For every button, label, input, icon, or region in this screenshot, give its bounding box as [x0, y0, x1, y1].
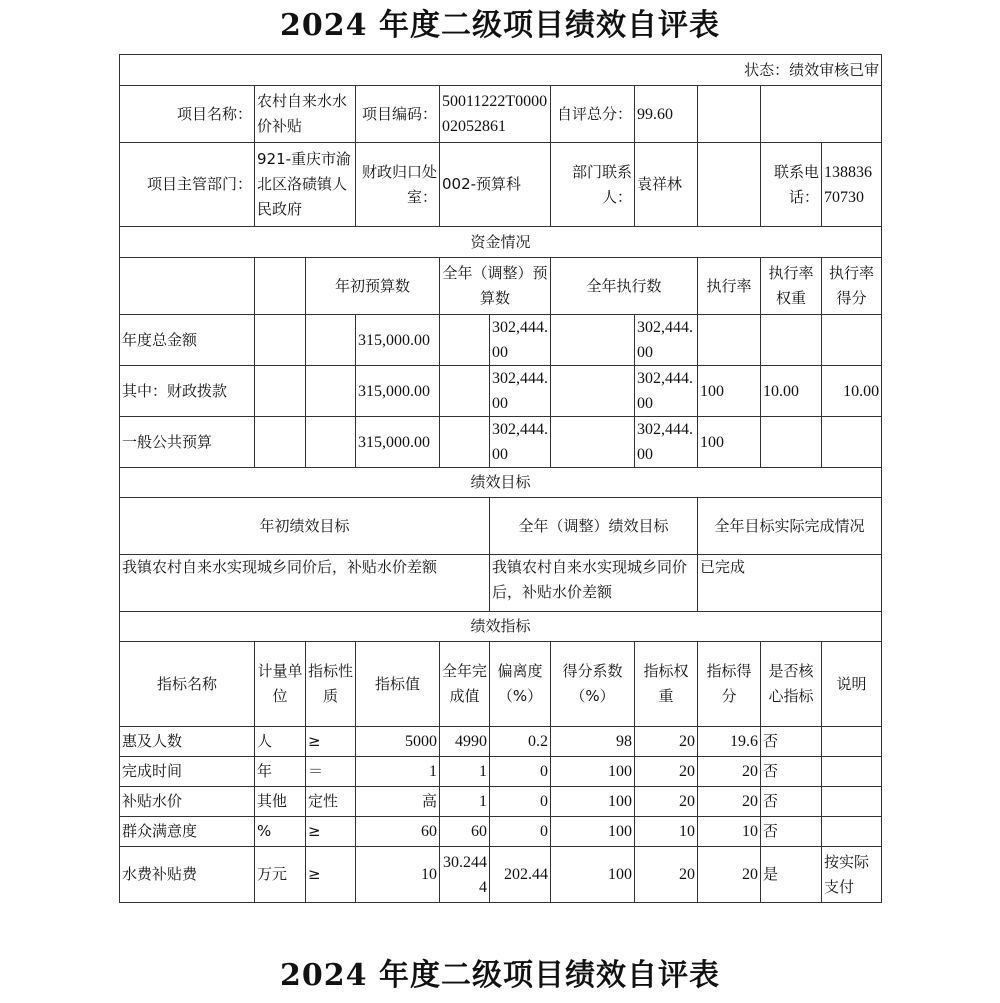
empty-cell — [440, 315, 490, 366]
indicator-core: 是 — [761, 847, 822, 903]
indicator-done: 4990 — [440, 727, 490, 757]
initial-budget-value: 315,000.00 — [356, 417, 440, 468]
empty-cell — [306, 315, 356, 366]
indicator-core: 否 — [761, 787, 822, 817]
adjusted-budget-value: 302,444.00 — [490, 315, 551, 366]
indicator-name: 群众满意度 — [120, 817, 255, 847]
indicator-score: 20 — [698, 787, 761, 817]
header-nature: 指标性质 — [306, 642, 356, 727]
indicator-done: 1 — [440, 787, 490, 817]
indicator-name: 水费补贴费 — [120, 847, 255, 903]
project-code: 50011222T000002052861 — [440, 86, 551, 143]
empty-cell — [698, 86, 761, 143]
finance-label: 财政归口处室： — [356, 143, 440, 227]
indicator-coefficient: 100 — [551, 787, 635, 817]
indicator-name: 惠及人数 — [120, 727, 255, 757]
indicator-score: 20 — [698, 757, 761, 787]
indicator-weight: 20 — [635, 787, 698, 817]
table-row — [120, 315, 882, 366]
indicator-note — [822, 787, 882, 817]
header-done-value: 全年完成值 — [440, 642, 490, 727]
indicator-done: 60 — [440, 817, 490, 847]
indicator-value: 60 — [356, 817, 440, 847]
initial-budget-value: 315,000.00 — [356, 315, 440, 366]
indicators-section-title: 绩效指标 — [120, 612, 882, 642]
total-score: 99.60 — [635, 86, 698, 143]
indicator-nature: ＝ — [306, 757, 356, 787]
dept-label: 项目主管部门： — [120, 143, 255, 227]
empty-cell — [255, 366, 306, 417]
initial-budget-value: 315,000.00 — [356, 366, 440, 417]
indicator-value: 10 — [356, 847, 440, 903]
indicator-unit: 人 — [255, 727, 306, 757]
rate-value: 100 — [698, 366, 761, 417]
indicator-name: 补贴水价 — [120, 787, 255, 817]
table-row — [120, 727, 882, 757]
contact-label: 部门联系人： — [551, 143, 635, 227]
header-score: 指标得分 — [698, 642, 761, 727]
table-row — [120, 847, 882, 903]
project-code-label: 项目编码： — [356, 86, 440, 143]
adjusted-budget-value: 302,444.00 — [490, 417, 551, 468]
empty-cell — [120, 258, 255, 315]
executed-value: 302,444.00 — [635, 366, 698, 417]
header-adjusted-goal: 全年（调整）绩效目标 — [490, 498, 698, 555]
header-indicator-name: 指标名称 — [120, 642, 255, 727]
empty-cell — [255, 417, 306, 468]
indicator-score: 10 — [698, 817, 761, 847]
executed-value: 302,444.00 — [635, 315, 698, 366]
indicator-value: 1 — [356, 757, 440, 787]
header-adjusted-budget: 全年（调整）预算数 — [440, 258, 551, 315]
header-rate-weight: 执行率权重 — [761, 258, 822, 315]
indicator-unit: 年 — [255, 757, 306, 787]
contact-person: 袁祥林 — [635, 143, 698, 227]
empty-cell — [255, 258, 306, 315]
header-note: 说明 — [822, 642, 882, 727]
adjusted-budget-value: 302,444.00 — [490, 366, 551, 417]
indicator-core: 否 — [761, 757, 822, 787]
indicator-weight: 20 — [635, 757, 698, 787]
indicator-unit: 其他 — [255, 787, 306, 817]
table-row — [120, 417, 882, 468]
indicator-note — [822, 817, 882, 847]
table-row — [120, 787, 882, 817]
dept: 921-重庆市渝北区洛碛镇人民政府 — [255, 143, 356, 227]
table-row — [120, 366, 882, 417]
indicator-score: 20 — [698, 847, 761, 903]
goals-section-title: 绩效目标 — [120, 468, 882, 498]
header-initial-goal: 年初绩效目标 — [120, 498, 490, 555]
indicator-value: 高 — [356, 787, 440, 817]
header-deviation: 偏离度（%） — [490, 642, 551, 727]
header-actual-completion: 全年目标实际完成情况 — [698, 498, 882, 555]
phone: 13883670730 — [822, 143, 882, 227]
project-name: 农村自来水水价补贴 — [255, 86, 356, 143]
empty-cell — [551, 417, 635, 468]
indicator-core: 否 — [761, 727, 822, 757]
phone-label: 联系电话： — [761, 143, 822, 227]
funds-section-title: 资金情况 — [120, 227, 882, 258]
page-title: 2024 年度二级项目绩效自评表 — [280, 8, 720, 43]
indicator-weight: 20 — [635, 727, 698, 757]
empty-cell — [306, 417, 356, 468]
row-label: 一般公共预算 — [120, 417, 255, 468]
indicator-value: 5000 — [356, 727, 440, 757]
empty-cell — [551, 366, 635, 417]
indicator-nature: ≥ — [306, 727, 356, 757]
finance-office: 002-预算科 — [440, 143, 551, 227]
indicator-deviation: 0 — [490, 787, 551, 817]
header-target-value: 指标值 — [356, 642, 440, 727]
indicator-nature: ≥ — [306, 817, 356, 847]
indicator-note: 按实际支付 — [822, 847, 882, 903]
empty-cell — [761, 86, 882, 143]
empty-cell — [255, 315, 306, 366]
indicator-deviation: 0.2 — [490, 727, 551, 757]
indicator-note — [822, 727, 882, 757]
rate-value — [698, 315, 761, 366]
performance-table — [119, 54, 882, 903]
header-weight: 指标权重 — [635, 642, 698, 727]
header-rate: 执行率 — [698, 258, 761, 315]
score-label: 自评总分： — [551, 86, 635, 143]
indicator-note — [822, 757, 882, 787]
indicator-done: 1 — [440, 757, 490, 787]
table-row — [120, 817, 882, 847]
indicator-coefficient: 98 — [551, 727, 635, 757]
indicator-deviation: 0 — [490, 817, 551, 847]
indicator-unit: % — [255, 817, 306, 847]
actual-completion: 已完成 — [698, 555, 882, 612]
page-title-next: 2024 年度二级项目绩效自评表 — [280, 958, 720, 993]
empty-cell — [306, 366, 356, 417]
header-unit: 计量单位 — [255, 642, 306, 727]
rate-value: 100 — [698, 417, 761, 468]
score-value — [822, 315, 882, 366]
header-initial-budget: 年初预算数 — [306, 258, 440, 315]
indicator-coefficient: 100 — [551, 757, 635, 787]
indicator-nature: ≥ — [306, 847, 356, 903]
row-label: 年度总金额 — [120, 315, 255, 366]
score-value — [822, 417, 882, 468]
indicator-unit: 万元 — [255, 847, 306, 903]
indicator-coefficient: 100 — [551, 847, 635, 903]
header-rate-score: 执行率得分 — [822, 258, 882, 315]
indicator-done: 30.2444 — [440, 847, 490, 903]
header-coefficient: 得分系数（%） — [551, 642, 635, 727]
weight-value — [761, 417, 822, 468]
empty-cell — [698, 143, 761, 227]
empty-cell — [440, 417, 490, 468]
indicator-core: 否 — [761, 817, 822, 847]
header-core: 是否核心指标 — [761, 642, 822, 727]
indicator-score: 19.6 — [698, 727, 761, 757]
row-label: 其中：财政拨款 — [120, 366, 255, 417]
initial-goal: 我镇农村自来水实现城乡同价后，补贴水价差额 — [120, 555, 490, 612]
empty-cell — [440, 366, 490, 417]
executed-value: 302,444.00 — [635, 417, 698, 468]
weight-value: 10.00 — [761, 366, 822, 417]
status-text: 状态：绩效审核已审 — [120, 55, 882, 86]
weight-value — [761, 315, 822, 366]
indicator-name: 完成时间 — [120, 757, 255, 787]
score-value: 10.00 — [822, 366, 882, 417]
indicator-deviation: 202.44 — [490, 847, 551, 903]
project-name-label: 项目名称： — [120, 86, 255, 143]
indicator-deviation: 0 — [490, 757, 551, 787]
indicator-weight: 20 — [635, 847, 698, 903]
indicator-nature: 定性 — [306, 787, 356, 817]
table-row — [120, 757, 882, 787]
indicator-weight: 10 — [635, 817, 698, 847]
adjusted-goal: 我镇农村自来水实现城乡同价后，补贴水价差额 — [490, 555, 698, 612]
header-executed: 全年执行数 — [551, 258, 698, 315]
empty-cell — [551, 315, 635, 366]
indicator-coefficient: 100 — [551, 817, 635, 847]
